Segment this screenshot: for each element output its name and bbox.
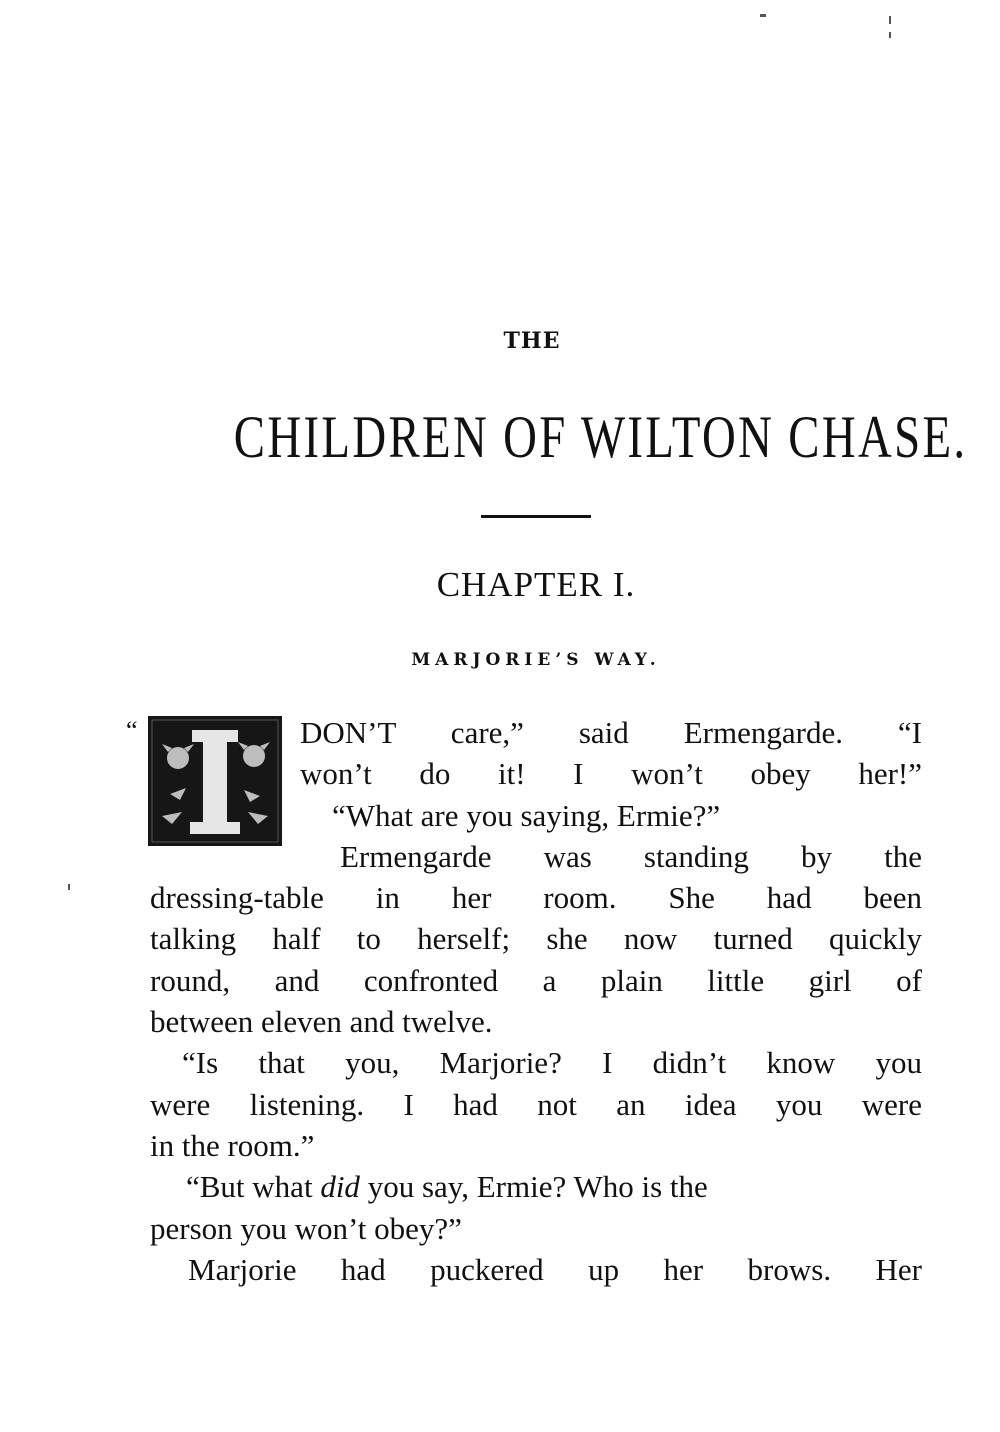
text-line: in the room.” (150, 1127, 315, 1163)
emphasis-did: did (320, 1169, 360, 1205)
page-speck (889, 32, 891, 38)
book-title: CHILDREN OF WILTON CHASE. (233, 404, 968, 470)
text-line: “What are you saying, Ermie?” (332, 797, 721, 833)
text-line: Ermengarde was standing by the (340, 838, 922, 874)
text-line: round, and confronted a plain little girl of (150, 962, 922, 998)
text-line: DON’T care,” said Ermengarde. “I (300, 715, 922, 750)
text-line (150, 1166, 922, 1207)
text-line: Marjorie had puckered up her brows. Her (188, 1251, 922, 1287)
page-speck (889, 16, 891, 24)
text-segment: “But what (186, 1169, 321, 1205)
title-rule (481, 515, 591, 518)
text-line: person you won’t obey?” (150, 1210, 462, 1246)
page-speck (68, 884, 70, 890)
text-line: talking half to herself; she now turned quickly (150, 921, 922, 957)
text-line: dressing-table in her room. She had been (150, 880, 922, 916)
text-line: “Is that you, Marjorie? I didn’t know you (182, 1045, 922, 1081)
title-article: THE (503, 328, 561, 354)
text-line: between eleven and twelve. (150, 1004, 493, 1040)
chapter-heading: CHAPTER I. (436, 565, 636, 604)
page-speck (760, 14, 766, 17)
chapter-body (150, 712, 922, 1290)
text-segment: you say, Ermie? Who is the (359, 1169, 708, 1205)
chapter-subtitle: MARJORIE’S WAY. (411, 650, 661, 670)
text-line: won’t do it! I won’t obey her!” (300, 756, 922, 792)
text-line: were listening. I had not an idea you were (150, 1086, 922, 1122)
drop-cap-opening-quote: “ (126, 716, 138, 745)
